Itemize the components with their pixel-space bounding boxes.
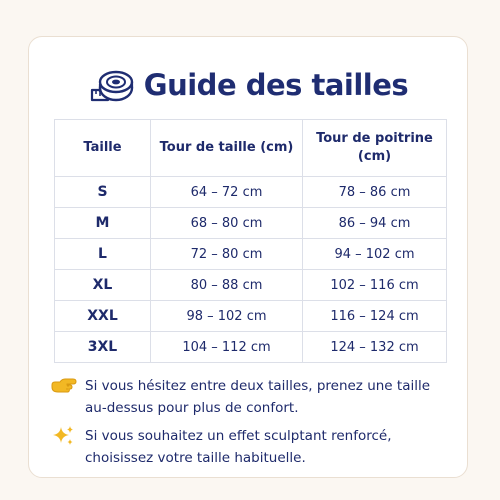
- pointing-hand-icon: [51, 375, 85, 397]
- note-text: Si vous hésitez entre deux tailles, prenez une taille au-dessus pour plus de confort.: [85, 378, 431, 416]
- table-row: [55, 332, 447, 363]
- page-title: Guide des tailles: [143, 68, 409, 102]
- waist-cell: 98 – 102 cm: [151, 301, 303, 332]
- notes: [51, 375, 451, 475]
- chest-cell: 78 – 86 cm: [303, 177, 447, 208]
- header-size: Taille: [55, 120, 151, 177]
- waist-cell: 64 – 72 cm: [151, 177, 303, 208]
- table-header-row: [55, 120, 447, 177]
- size-cell: S: [55, 177, 151, 208]
- chest-cell: 124 – 132 cm: [303, 332, 447, 363]
- size-cell: 3XL: [55, 332, 151, 363]
- waist-cell: 104 – 112 cm: [151, 332, 303, 363]
- size-guide-card: [28, 36, 468, 478]
- table-row: [55, 208, 447, 239]
- chest-cell: 116 – 124 cm: [303, 301, 447, 332]
- waist-cell: 72 – 80 cm: [151, 239, 303, 270]
- size-cell: M: [55, 208, 151, 239]
- note-text: Si vous souhaitez un effet sculptant renforcé, choisissez votre taille habituelle.: [85, 428, 392, 466]
- title-row: [29, 61, 469, 109]
- table-row: [55, 239, 447, 270]
- size-cell: XL: [55, 270, 151, 301]
- header-chest: Tour de poitrine (cm): [303, 120, 447, 177]
- table-row: [55, 270, 447, 301]
- size-table: [54, 119, 447, 363]
- measuring-tape-icon: [90, 68, 134, 102]
- size-cell: L: [55, 239, 151, 270]
- chest-cell: 102 – 116 cm: [303, 270, 447, 301]
- chest-cell: 86 – 94 cm: [303, 208, 447, 239]
- table-row: [55, 177, 447, 208]
- chest-cell: 94 – 102 cm: [303, 239, 447, 270]
- header-waist: Tour de taille (cm): [151, 120, 303, 177]
- size-cell: XXL: [55, 301, 151, 332]
- note-item: [51, 375, 451, 419]
- sparkles-icon: [51, 425, 85, 447]
- note-item: [51, 425, 451, 469]
- table-row: [55, 301, 447, 332]
- waist-cell: 68 – 80 cm: [151, 208, 303, 239]
- waist-cell: 80 – 88 cm: [151, 270, 303, 301]
